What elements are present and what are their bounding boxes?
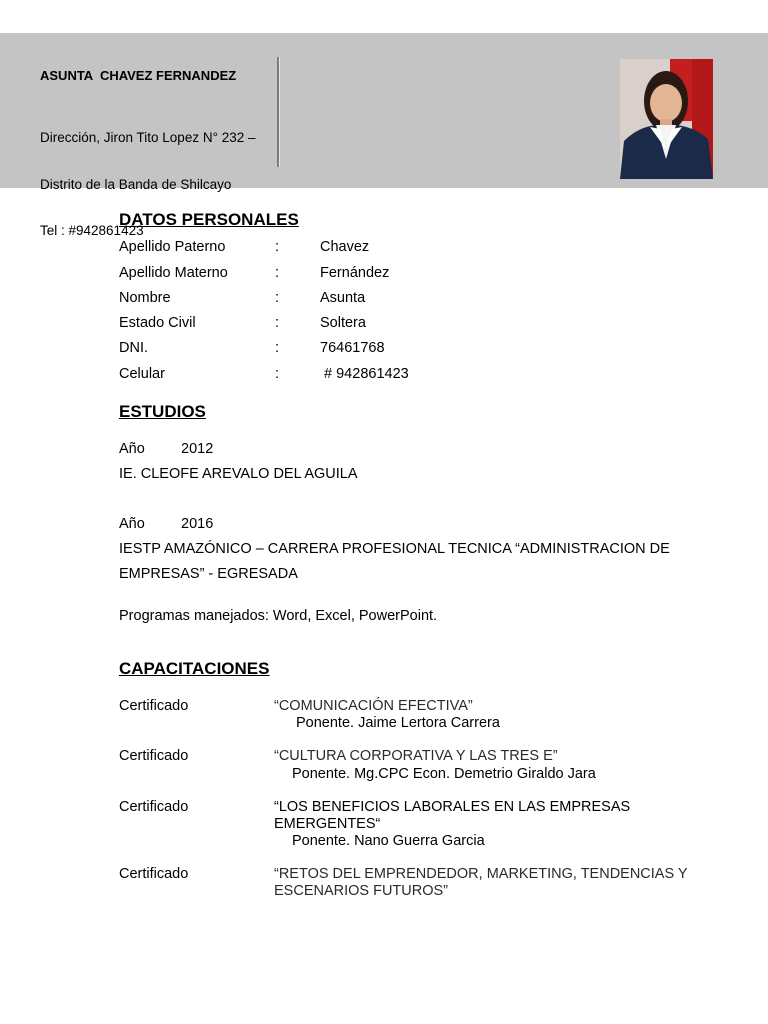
phone-number: Tel : #942861423 xyxy=(40,223,144,238)
certificate-speaker: Ponente. Nano Guerra Garcia xyxy=(292,833,485,849)
personal-label: DNI. xyxy=(119,340,148,356)
personal-label: Nombre xyxy=(119,290,171,306)
certificate-title: “CULTURA CORPORATIVA Y LAS TRES E” xyxy=(274,748,558,764)
programs-text: Programas manejados: Word, Excel, PowerPoint. xyxy=(119,608,438,624)
certificate-label: Certificado xyxy=(119,698,189,714)
personal-value: Soltera xyxy=(320,315,366,331)
year-label: Año xyxy=(119,441,145,457)
address-line-2: Distrito de la Banda de Shilcayo xyxy=(40,176,232,192)
certificate-title: “RETOS DEL EMPRENDEDOR, MARKETING, TENDENCIAS Y ESCENARIOS FUTUROS” xyxy=(274,866,688,899)
certificate-label: Certificado xyxy=(119,748,189,764)
year-value: 2016 xyxy=(181,516,214,532)
personal-value: # 942861423 xyxy=(320,366,409,382)
section-title-datos-personales: DATOS PERSONALES xyxy=(119,210,299,229)
certificate-label: Certificado xyxy=(119,799,189,815)
year-value: 2012 xyxy=(181,441,214,457)
certificate-title: “COMUNICACIÓN EFECTIVA” xyxy=(274,698,473,714)
study-institution: IESTP AMAZÓNICO – CARRERA PROFESIONAL TECNICA “ADMINISTRACION DE EMPRESAS” - EGRESADA xyxy=(119,541,670,582)
certificate-speaker: Ponente. Mg.CPC Econ. Demetrio Giraldo Jara xyxy=(292,766,596,782)
address-line-1: Dirección, Jiron Tito Lopez N° 232 – xyxy=(40,130,256,145)
year-label: Año xyxy=(119,516,145,532)
profile-photo xyxy=(620,59,713,179)
personal-separator: : xyxy=(275,239,280,255)
personal-value: Chavez xyxy=(320,239,370,255)
section-title-capacitaciones: CAPACITACIONES xyxy=(119,659,270,678)
personal-separator: : xyxy=(275,290,280,306)
study-institution: IE. CLEOFE AREVALO DEL AGUILA xyxy=(119,466,358,482)
personal-label: Celular xyxy=(119,366,165,382)
personal-separator: : xyxy=(275,315,280,331)
personal-separator: : xyxy=(275,340,280,356)
personal-label: Apellido Paterno xyxy=(119,239,226,255)
certificate-title: “LOS BENEFICIOS LABORALES EN LAS EMPRESAS EMERGENTES“ xyxy=(274,799,631,832)
personal-label: Estado Civil xyxy=(119,315,196,331)
personal-value: 76461768 xyxy=(320,340,385,356)
personal-value: Fernández xyxy=(320,265,390,281)
personal-label: Apellido Materno xyxy=(119,265,228,281)
personal-separator: : xyxy=(275,265,280,281)
certificate-speaker: Ponente. Jaime Lertora Carrera xyxy=(296,715,500,731)
header-divider xyxy=(277,57,280,167)
full-name: ASUNTA CHAVEZ FERNANDEZ xyxy=(40,68,237,83)
certificate-label: Certificado xyxy=(119,866,189,882)
personal-separator: : xyxy=(275,366,280,382)
personal-value: Asunta xyxy=(320,290,366,306)
section-title-estudios: ESTUDIOS xyxy=(119,402,206,421)
